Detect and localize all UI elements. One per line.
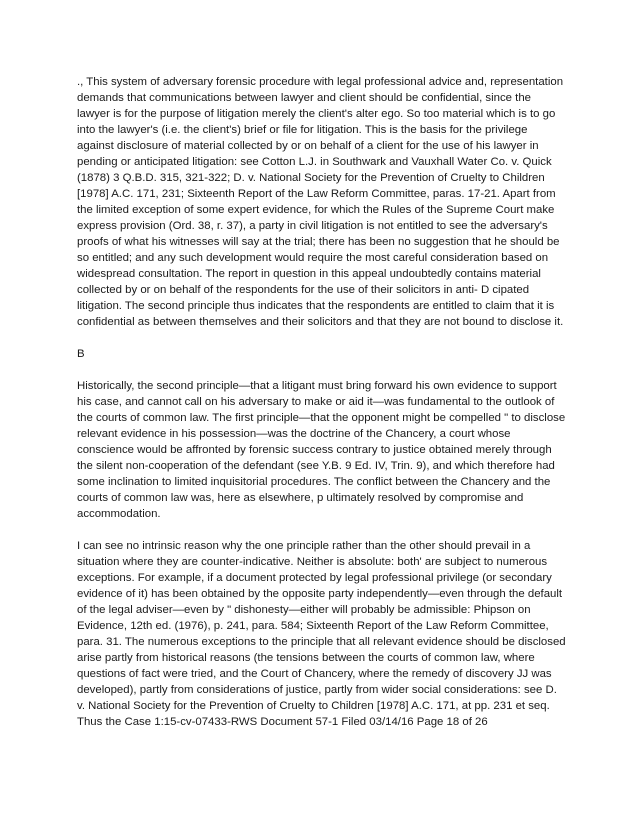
- paragraph-principles: I can see no intrinsic reason why the one principle rather than the other should prevail in a situation where they are counter-indicative. Neither is absolute: both' are subject to numerous exceptions. For example, if a document protected by legal professional privilege (or secondary evidence of it) has been obtained by the opposite party independently—even through the default of the legal adviser—even by " dishonesty—either will probably be admissible: Phipson on Evidence, 12th ed. (1976), p. 241, para. 584; Sixteenth Report of the Law Reform Committee, para. 31. The numerous exceptions to the principle that all relevant evidence should be disclosed arise partly from historical reasons (the tensions between the courts of common law, where questions of fact were tried, and the Court of Chancery, where the remedy of discovery JJ was developed), partly from considerations of justice, partly from wider social considerations: see D. v. National Society for the Prevention of Cruelty to Children [1978] A.C. 171, at pp. 231 et seq. Thus the Case 1:15-cv-07433-RWS Document 57-1 Filed 03/14/16 Page 18 of 26: [77, 540, 566, 728]
- paragraph-privilege: ., This system of adversary forensic procedure with legal professional advice and, representation demands that communications between lawyer and client should be confidential, since the lawyer is for the purpose of litigation merely the client's alter ego. So too material which is to go into the lawyer's (i.e. the client's) brief or file for litigation. This is the basis for the privilege against disclosure of material collected by or on behalf of a client for the use of his lawyer in pending or anticipated litigation: see Cotton L.J. in Southwark and Vauxhall Water Co. v. Quick (1878) 3 Q.B.D. 315, 321-322; D. v. National Society for the Prevention of Cruelty to Children [1978] A.C. 171, 231; Sixteenth Report of the Law Reform Committee, paras. 17-21. Apart from the limited exception of some expert evidence, for which the Rules of the Supreme Court make express provision (Ord. 38, r. 37), a party in civil litigation is not entitled to see the adversary's proofs of what his witnesses will say at the trial; there has been no suggestion that he should be so entitled; and any such development would require the most careful consideration based on widespread consultation. The report in question in this appeal undoubtedly contains material collected by or on behalf of the respondents for the use of their solicitors in anti- D cipated litigation. The second principle thus indicates that the respondents are entitled to claim that it is confidential as between themselves and their solicitors and that they are not bound to disclose it.: [77, 76, 564, 328]
- paragraph-history: Historically, the second principle—that a litigant must bring forward his own evidence to support his case, and cannot call on his adversary to make or aid it—was fundamental to the outlook of the courts of common law. The first principle—that the opponent might be compelled " to disclose relevant evidence in his possession—was the doctrine of the Chancery, a court whose conscience would be affronted by forensic success contrary to justice obtained merely through the silent non-cooperation of the defendant (see Y.B. 9 Ed. IV, Trin. 9), and which therefore had some inclination to limited inquisitorial procedures. The conflict between the Chancery and the courts of common law was, here as elsewhere, p ultimately resolved by compromise and accommodation.: [77, 380, 566, 520]
- margin-letter-b: B: [77, 348, 85, 360]
- document-body: [77, 74, 567, 730]
